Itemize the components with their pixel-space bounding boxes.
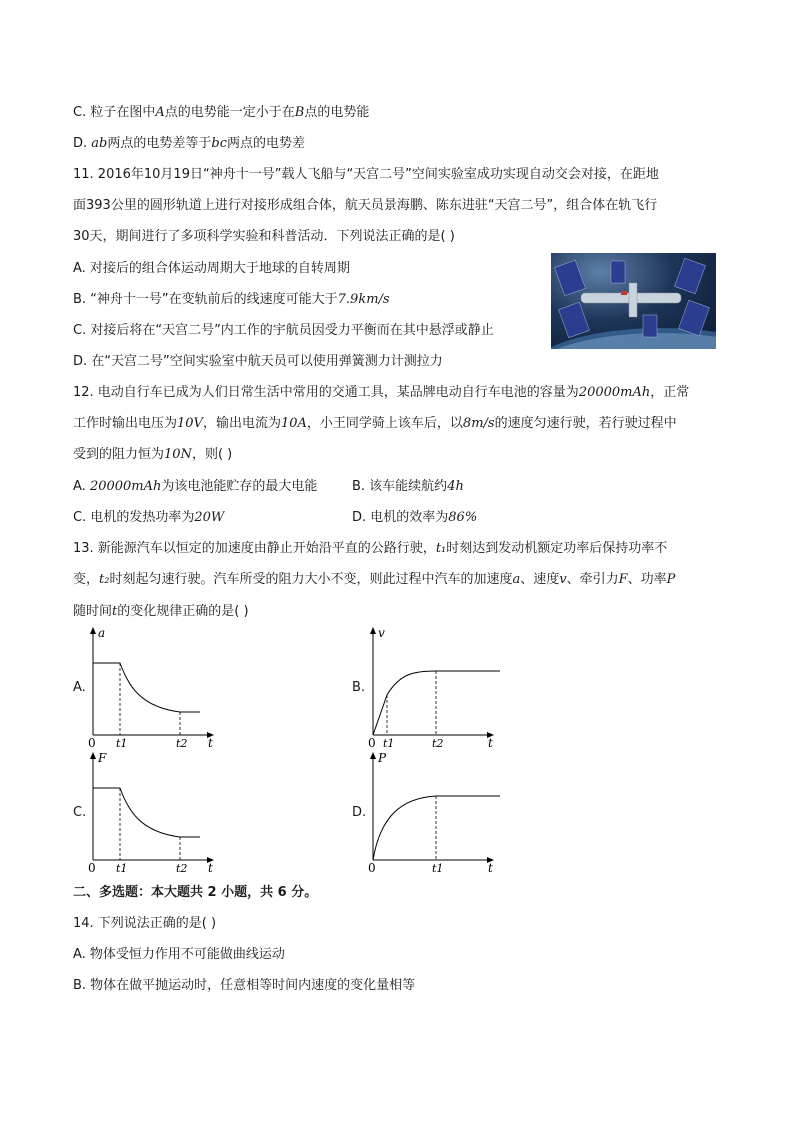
graph-a-t1: t1 — [116, 737, 128, 750]
graph-c-t1: t1 — [116, 862, 128, 875]
graph-b-y-arrow — [370, 627, 376, 634]
graph-b — [360, 623, 510, 751]
graph-a-y-arrow — [90, 627, 96, 634]
graph-b-origin: 0 — [368, 736, 376, 750]
q14-option-b: B. 物体在做平抛运动时，任意相等时间内速度的变化量相等 — [73, 978, 416, 993]
q11-stem-line2: 面393公里的圆形轨道上进行对接形成组合体，航天员景海鹏、陈东进驻“天宫二号”，组合体在轨飞行 — [73, 198, 658, 213]
q11-stem-line3: 30天，期间进行了多项科学实验和科普活动．下列说法正确的是( ) — [73, 229, 455, 244]
space-station-illustration — [551, 253, 716, 349]
graph-d-curve — [373, 796, 500, 860]
graph-a-ylabel: a — [98, 626, 106, 640]
graph-c-t2: t2 — [176, 862, 188, 875]
q13-stem-line2: 变，t₂时刻起匀速行驶。汽车所受的阻力大小不变，则此过程中汽车的加速度a、速度v、牵引力F、功率P — [73, 572, 676, 587]
graph-a-curve — [93, 663, 200, 712]
q12-stem-line2: 工作时输出电压为10V，输出电流为10A，小王同学骑上该车后，以8m/s的速度匀速行驶，若行驶过程中 — [73, 416, 677, 431]
graph-a-letter: A. — [73, 680, 86, 695]
graph-c — [80, 748, 230, 876]
section-heading-multiple-choice: 二、多选题：本大题共 2 小题，共 6 分。 — [73, 885, 318, 900]
graph-c-ylabel: F — [98, 751, 107, 765]
graph-a-origin: 0 — [88, 736, 96, 750]
q12-option-b: B. 该车能续航约4h — [352, 479, 464, 494]
q12-stem-line3: 受到的阻力恒为10N，则( ) — [73, 447, 233, 462]
q10-option-d: D. ab两点的电势差等于bc两点的电势差 — [73, 136, 305, 151]
q11-option-d: D. 在“天宫二号”空间实验室中航天员可以使用弹簧测力计测拉力 — [73, 354, 443, 369]
graph-b-letter: B. — [352, 680, 366, 695]
graph-d-y-arrow — [370, 752, 376, 759]
graph-a-xlabel: t — [208, 736, 213, 750]
graph-a-t2: t2 — [176, 737, 188, 750]
q12-stem-line1: 12. 电动自行车已成为人们日常生活中常用的交通工具，某品牌电动自行车电池的容量为20000mAh，正常 — [73, 385, 690, 400]
graph-c-origin: 0 — [88, 861, 96, 875]
graph-b-ylabel: v — [378, 626, 385, 640]
graph-d-ylabel: P — [378, 751, 387, 765]
graph-d-t1: t1 — [432, 862, 444, 875]
graph-d-origin: 0 — [368, 861, 376, 875]
q11-option-a: A. 对接后的组合体运动周期大于地球的自转周期 — [73, 261, 350, 276]
space-station-photo — [551, 253, 716, 349]
q12-option-a: A. 20000mAh为该电池能贮存的最大电能 — [73, 479, 318, 494]
q14-option-a: A. 物体受恒力作用不可能做曲线运动 — [73, 947, 285, 962]
q12-option-c: C. 电机的发热功率为20W — [73, 510, 225, 525]
q13-stem-line1: 13. 新能源汽车以恒定的加速度由静止开始沿平直的公路行驶，t₁时刻达到发动机额定功率后保持功率不 — [73, 541, 668, 556]
q14-stem: 14. 下列说法正确的是( ) — [73, 916, 217, 931]
graph-d-letter: D. — [352, 805, 367, 820]
q12-option-d: D. 电机的效率为86% — [352, 510, 478, 525]
graph-b-t1: t1 — [383, 737, 395, 750]
graph-c-curve — [93, 788, 200, 837]
graph-a — [80, 623, 230, 751]
graph-c-xlabel: t — [208, 861, 213, 875]
graph-b-curve — [373, 671, 500, 735]
graph-d — [360, 748, 510, 876]
graph-b-t2: t2 — [432, 737, 444, 750]
q11-option-c: C. 对接后将在“天宫二号”内工作的宇航员因受力平衡而在其中悬浮或静止 — [73, 323, 494, 338]
graph-d-xlabel: t — [488, 861, 493, 875]
q11-stem-line1: 11. 2016年10月19日“神舟十一号”载人飞船与“天宫二号”空间实验室成功实现自动交会对接，在距地 — [73, 167, 659, 182]
graph-c-y-arrow — [90, 752, 96, 759]
q10-option-c: C. 粒子在图中A点的电势能一定小于在B点的电势能 — [73, 105, 370, 120]
graph-c-letter: C. — [73, 805, 87, 820]
graph-b-xlabel: t — [488, 736, 493, 750]
q13-stem-line3: 随时间t的变化规律正确的是( ) — [73, 604, 249, 619]
q11-option-b: B. “神舟十一号”在变轨前后的线速度可能大于7.9km/s — [73, 292, 390, 307]
